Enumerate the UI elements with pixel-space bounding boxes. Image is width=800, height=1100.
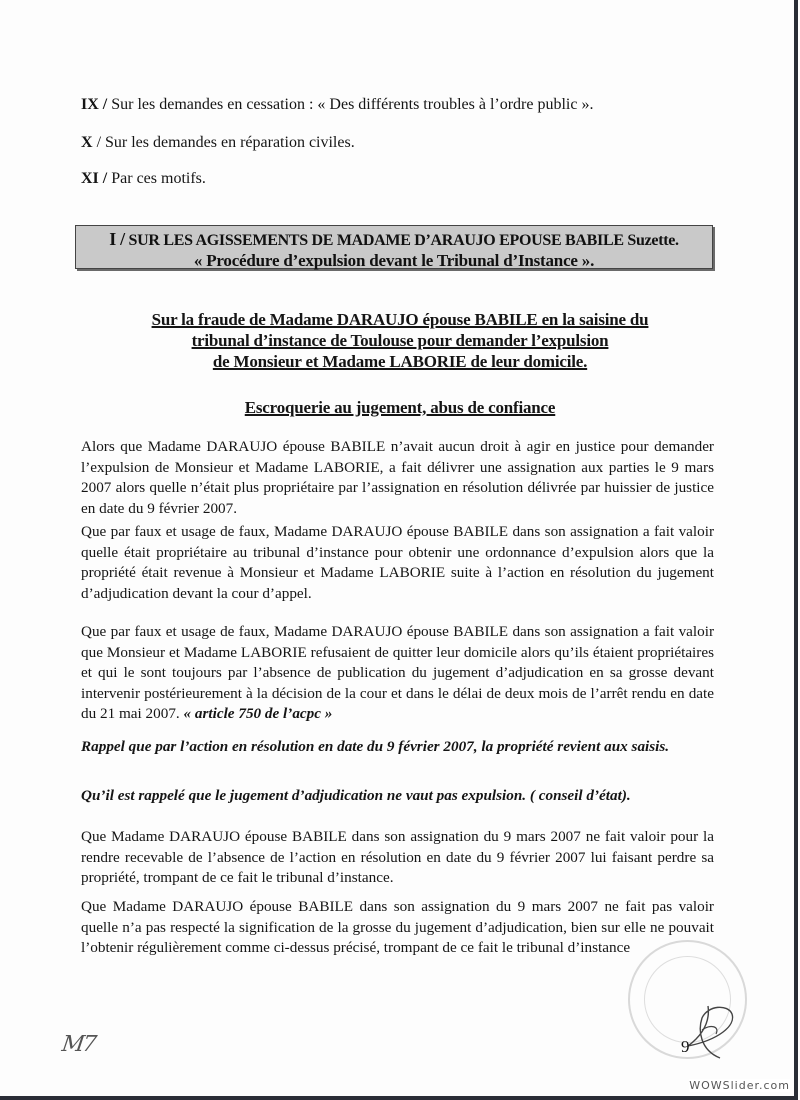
toc-text: Sur les demandes en cessation : « Des différents troubles à l’ordre public ».: [107, 96, 594, 113]
section-heading-box: [75, 225, 713, 269]
section-heading-text: SUR LES AGISSEMENTS DE MADAME D’ARAUJO EPOUSE BABILE Suzette.: [124, 232, 679, 249]
paragraph-5: Que Madame DARAUJO épouse BABILE dans son assignation du 9 mars 2007 ne fait pas valoir quelle n’a pas respecté la signification de la grosse du jugement d’adjudication, bien sur elle ne pouvait l’obtenir régulièrement comme ci-dessus précisé, trompant de ce fait le tribunal d’instance: [81, 898, 714, 956]
page-number: 9: [681, 1037, 690, 1056]
paragraph-3: [81, 622, 714, 725]
toc-item-x: [81, 133, 355, 153]
section-heading-line1: [76, 229, 712, 251]
subtitle-line-1: Sur la fraude de Madame DARAUJO épouse BABILE en la saisine du: [151, 310, 649, 329]
article-reference: « article 750 de l’acpc »: [183, 705, 333, 722]
handwritten-note: M7: [60, 1032, 97, 1057]
toc-item-ix: [81, 95, 593, 115]
watermark: WOWSlider.com: [689, 1079, 790, 1092]
paragraph-2: Que par faux et usage de faux, Madame DARAUJO épouse BABILE dans son assignation a fait valoir quelle était propriétaire au tribunal d’instance pour obtenir une ordonnance d’expulsion alors que la propriété était revenue à Monsieur et Madame LABORIE suite à l’action en résolution du jugement d’adjudication devant la cour d’appel.: [81, 523, 714, 602]
emphasis-1: Rappel que par l’action en résolution en date du 9 février 2007, la propriété revient aux saisis.: [81, 738, 670, 755]
toc-numeral: IX /: [81, 96, 108, 113]
subtitle-line-2: tribunal d’instance de Toulouse pour demander l’expulsion: [191, 331, 609, 350]
section-heading-line2: « Procédure d’expulsion devant le Tribunal d’Instance ».: [193, 251, 595, 270]
paragraph-3-text: Que par faux et usage de faux, Madame DARAUJO épouse BABILE dans son assignation a fait valoir que Monsieur et Madame LABORIE refusaient de quitter leur domicile alors qu’ils étaient propriétaires et qui le sont toujours par l’absence de publication du jugement d’adjudication en sa grosse devant intervenir postérieurement à la décision de la cour et dans le délai de deux mois de l’arrêt rendu en date du 21 mai 2007.: [81, 623, 714, 722]
toc-item-xi: [81, 169, 206, 189]
toc-text: / Sur les demandes en réparation civiles.: [92, 134, 355, 151]
toc-numeral: X: [81, 134, 93, 151]
subtitle-secondary: Escroquerie au jugement, abus de confiance: [244, 398, 556, 417]
toc-text: Par ces motifs.: [107, 170, 206, 187]
toc-numeral: XI /: [81, 170, 108, 187]
paragraph-4: Que Madame DARAUJO épouse BABILE dans son assignation du 9 mars 2007 ne fait valoir pour la rendre recevable de l’absence de l’action en résolution en date du 9 février 2007 lui faisant perdre sa propriété, trompant de ce fait le tribunal d’instance.: [81, 828, 714, 886]
subtitle-line-3: de Monsieur et Madame LABORIE de leur domicile.: [212, 352, 588, 371]
paragraph-1: Alors que Madame DARAUJO épouse BABILE n’avait aucun droit à agir en justice pour demander l’expulsion de Monsieur et Madame LABORIE, a fait délivrer une assignation aux parties le 9 mars 2007 alors quelle n’était plus propriétaire par l’assignation en résolution délivrée par huissier de justice en date du 9 février 2007.: [81, 438, 714, 517]
section-numeral: I /: [109, 229, 125, 249]
emphasis-2: Qu’il est rappelé que le jugement d’adjudication ne vaut pas expulsion. ( conseil d’état).: [81, 787, 631, 804]
